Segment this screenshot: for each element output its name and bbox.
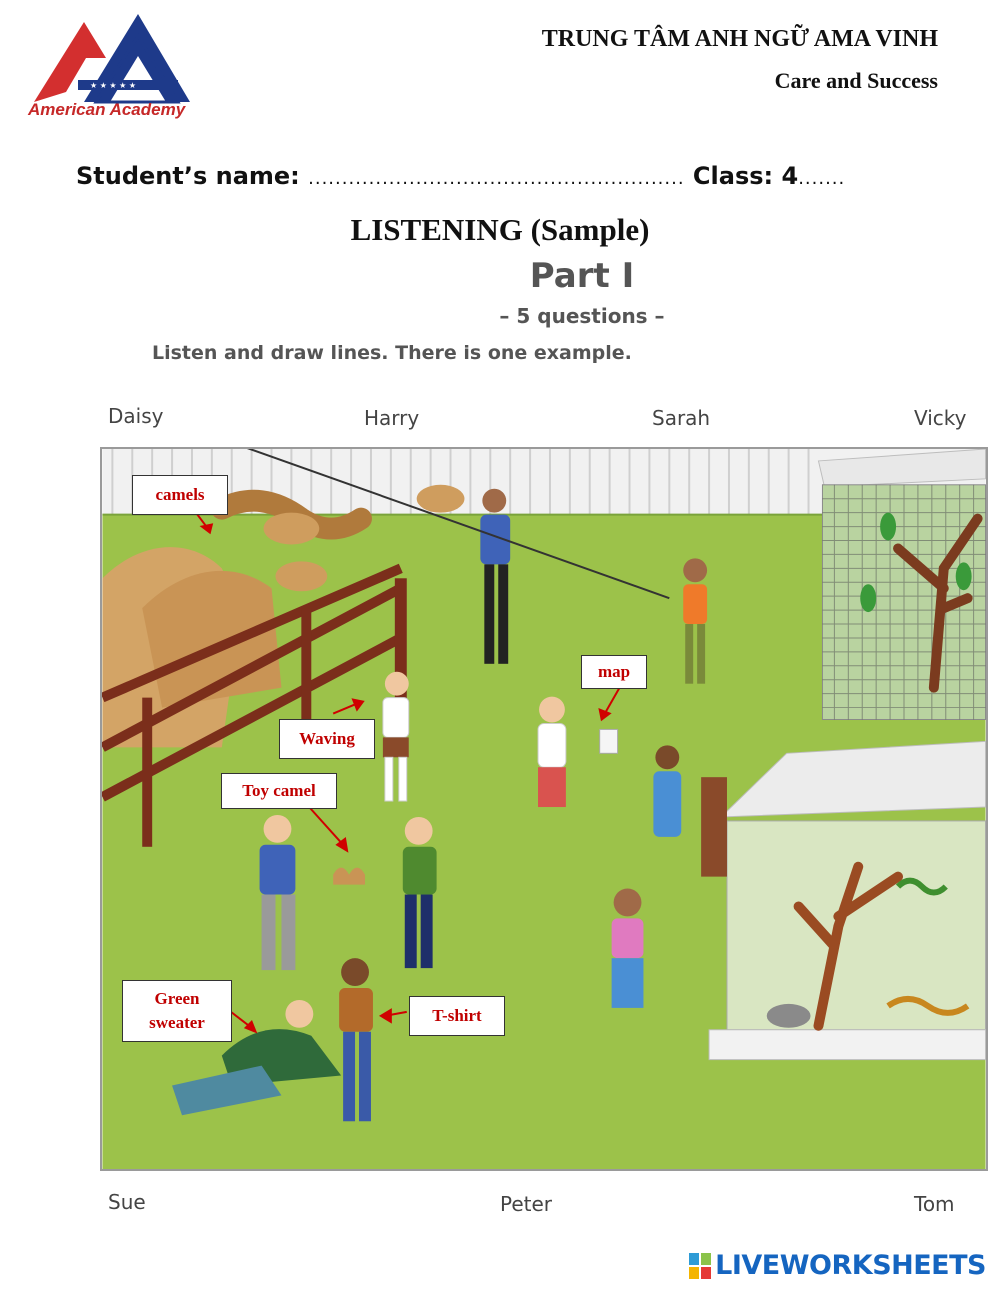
name-daisy[interactable]: Daisy — [108, 404, 164, 428]
part-title: Part I — [529, 256, 635, 296]
student-name-label: Student’s name: — [76, 162, 300, 190]
org-title: TRUNG TÂM ANH NGỮ AMA VINH — [541, 26, 938, 52]
worksheet-title: LISTENING (Sample) — [350, 212, 650, 247]
name-tom[interactable]: Tom — [914, 1192, 955, 1216]
hint-green-sweater — [122, 980, 232, 1042]
name-sarah[interactable]: Sarah — [652, 406, 711, 430]
instruction-text: Listen and draw lines. There is one example. — [152, 342, 632, 364]
class-blank[interactable]: ....... — [798, 168, 846, 189]
org-slogan: Care and Success — [774, 68, 938, 93]
name-peter[interactable]: Peter — [500, 1192, 553, 1216]
hint-green-sweater-line1: Green — [154, 989, 200, 1008]
name-sue[interactable]: Sue — [108, 1190, 146, 1214]
hint-waving: Waving — [279, 719, 375, 759]
american-academy-logo — [26, 10, 196, 122]
student-info-line — [76, 162, 936, 190]
hint-tshirt: T-shirt — [409, 996, 505, 1036]
class-label: Class: 4 — [692, 162, 799, 190]
student-name-blank[interactable]: ........................................................ — [308, 168, 685, 189]
name-vicky[interactable]: Vicky — [914, 406, 967, 430]
bird-cage — [818, 449, 985, 719]
zoo-scene-illustration — [100, 447, 988, 1171]
hint-camels: camels — [132, 475, 228, 515]
hint-green-sweater-line2: sweater — [149, 1013, 205, 1032]
logo-text: American Academy — [28, 100, 186, 119]
name-harry[interactable]: Harry — [364, 406, 420, 430]
snake-house — [709, 741, 985, 1059]
hint-toy-camel: Toy camel — [221, 773, 337, 809]
hint-map: map — [581, 655, 647, 689]
part-subtitle: – 5 questions – — [499, 304, 665, 328]
liveworksheets-brand: LIVEWORKSHEETS — [715, 1250, 986, 1281]
liveworksheets-mark-icon — [689, 1253, 711, 1279]
liveworksheets-logo — [689, 1250, 986, 1281]
svg-text:★ ★ ★ ★ ★: ★ ★ ★ ★ ★ — [90, 81, 137, 90]
